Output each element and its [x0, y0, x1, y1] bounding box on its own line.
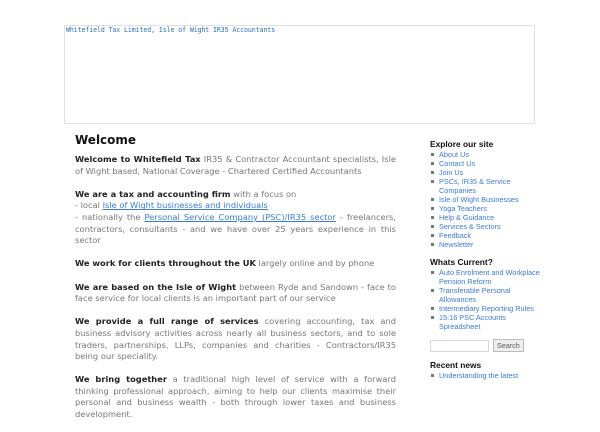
current-link-transferable-allowances[interactable]: Transferable Personal Allowances [430, 286, 540, 304]
intro-bold: Welcome to Whitefield Tax [75, 154, 201, 164]
services-text: covering accounting, tax and business advisory activities across nearly all business sectors, and to sole traders, partnerships, LLPs, companies and charities - Contractors/IR35 being our speciality. [75, 316, 396, 362]
intro-paragraph [75, 154, 396, 177]
explore-link-feedback[interactable]: Feedback [430, 231, 540, 240]
focus-text: with a focus on [230, 188, 297, 199]
explore-link-iow-businesses[interactable]: Isle of Wight Businesses [430, 195, 540, 204]
focus-line-2 [75, 200, 396, 212]
sidebar [430, 139, 540, 388]
uk-clients-bold: We work for clients throughout the UK [75, 258, 256, 269]
focus-line3-prefix: - nationally the [75, 211, 145, 222]
location-text: between Ryde and Sandown - face to face service for local clients is an important part of our service [75, 281, 396, 304]
news-link[interactable]: Understanding the latest [430, 371, 540, 380]
approach-text: a traditional high level of service with a forward thinking professional approach, aiming to help our clients maximise their personal and business wealth - both through lower taxes and business development. [75, 374, 396, 420]
focus-line3-suffix: - freelancers, contractors, consultants - and we have over 25 years experience in this sector [75, 211, 396, 246]
explore-heading: Explore our site [430, 139, 494, 149]
search-input[interactable] [430, 340, 489, 352]
focus-paragraph [75, 189, 396, 247]
explore-link-pscs[interactable]: PSCs, IR35 & Service Companies [430, 177, 540, 195]
main-content [75, 133, 396, 432]
news-heading: Recent news [430, 360, 482, 370]
current-link-auto-enrolment[interactable]: Auto Enrolment and Workplace Pension Reform [430, 268, 540, 286]
services-bold: We provide a full range of services [75, 316, 259, 327]
search-form [430, 339, 540, 352]
location-paragraph [75, 282, 396, 305]
page-title: Welcome [75, 133, 137, 147]
header-banner-image[interactable] [64, 25, 535, 124]
intro-text: IR35 & Contractor Accountant specialists, Isle of Wight based, National Coverage - Chartered Certified Accountants [75, 154, 396, 176]
explore-link-contact-us[interactable]: Contact Us [430, 159, 540, 168]
explore-link-newsletter[interactable]: Newsletter [430, 240, 540, 249]
focus-line-1 [75, 189, 396, 201]
banner-alt-text: Whitefield Tax Limited, Isle of Wight IR35 Accountants [66, 26, 275, 34]
explore-list [430, 150, 540, 249]
location-bold: We are based on the Isle of Wight [75, 281, 237, 292]
focus-bold: We are a tax and accounting firm [75, 188, 231, 199]
services-paragraph [75, 316, 396, 362]
iow-businesses-link[interactable]: Isle of Wight businesses and individuals [102, 200, 268, 211]
explore-link-about-us[interactable]: About Us [430, 150, 540, 159]
explore-link-join-us[interactable]: Join Us [430, 168, 540, 177]
explore-link-services-sectors[interactable]: Services & Sectors [430, 222, 540, 231]
current-heading: Whats Current? [430, 257, 493, 267]
focus-line-3 [75, 212, 396, 247]
current-link-intermediary-reporting[interactable]: Intermediary Reporting Rules [430, 304, 540, 313]
news-list [430, 371, 540, 380]
uk-clients-paragraph [75, 258, 396, 270]
search-button[interactable]: Search [493, 339, 524, 352]
psc-ir35-link[interactable]: Personal Service Company (PSC)/IR35 sector [144, 211, 336, 222]
current-list [430, 268, 540, 331]
current-link-psc-spreadsheet[interactable]: 15:16 PSC Accounts Spreadsheet [430, 313, 540, 331]
approach-bold: We bring together [75, 374, 167, 385]
explore-link-help-guidance[interactable]: Help & Guidance [430, 213, 540, 222]
uk-clients-text: largely online and by phone [255, 258, 375, 269]
focus-line2-prefix: - local [75, 200, 103, 211]
explore-link-yoga-teachers[interactable]: Yoga Teachers [430, 204, 540, 213]
approach-paragraph [75, 374, 396, 420]
